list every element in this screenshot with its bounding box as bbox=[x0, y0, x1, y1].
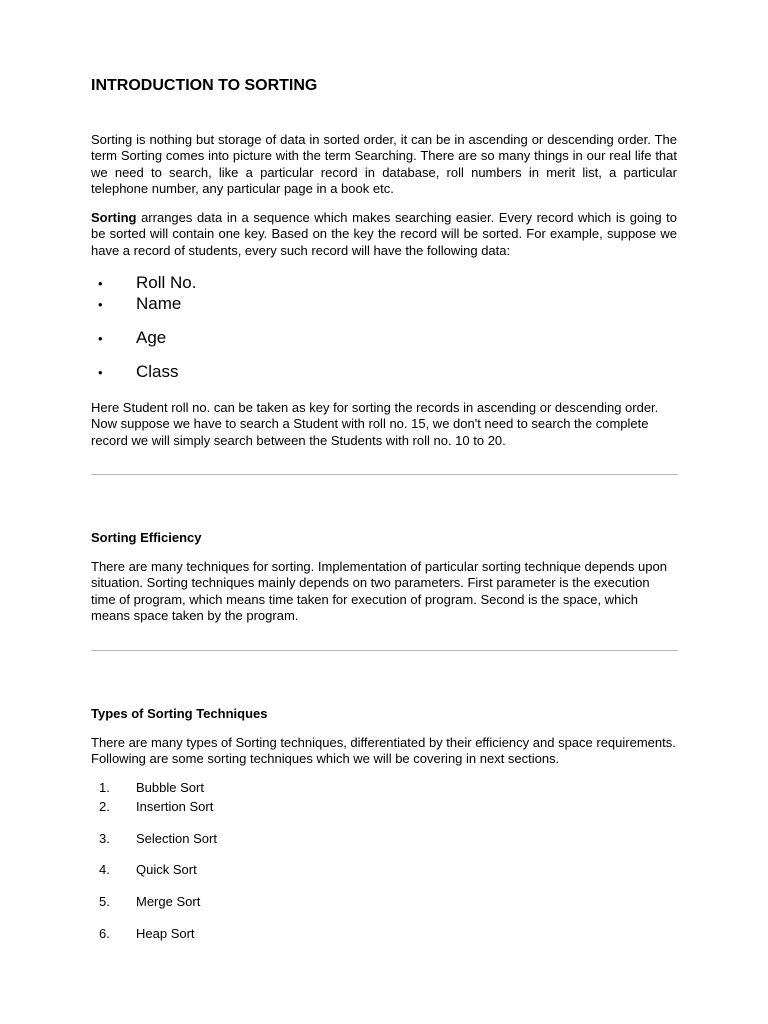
sorting-definition-text: arranges data in a sequence which makes searching easier. Every record which is going to be sorted will contain one key. Based on the key the record will be sorted. For example, suppose we have a record of students, every such record will have the following data: bbox=[91, 210, 677, 258]
bullet-icon: • bbox=[98, 297, 103, 312]
types-paragraph: There are many types of Sorting techniques, differentiated by their efficiency and space requirements. Following are some sorting techniques which we will be covering in next sections. bbox=[91, 735, 676, 767]
list-item bbox=[91, 831, 391, 847]
list-item bbox=[91, 799, 391, 815]
list-item bbox=[91, 273, 391, 293]
list-number: 5. bbox=[99, 894, 110, 909]
list-item bbox=[91, 926, 391, 942]
list-item-label: Merge Sort bbox=[136, 894, 201, 909]
sorting-term: Sorting bbox=[91, 210, 137, 225]
list-item bbox=[91, 780, 391, 796]
list-item bbox=[91, 362, 391, 382]
bullet-icon: • bbox=[98, 331, 103, 346]
list-number: 4. bbox=[99, 862, 110, 877]
list-number: 2. bbox=[99, 799, 110, 814]
list-number: 6. bbox=[99, 926, 110, 941]
section-divider bbox=[91, 474, 678, 475]
bullet-icon: • bbox=[98, 365, 103, 380]
list-number: 1. bbox=[99, 780, 110, 795]
list-item-label: Age bbox=[136, 328, 167, 347]
list-item bbox=[91, 862, 391, 878]
list-item bbox=[91, 294, 391, 314]
section-heading-efficiency: Sorting Efficiency bbox=[91, 530, 202, 545]
list-item-label: Insertion Sort bbox=[136, 799, 214, 814]
roll-number-paragraph: Here Student roll no. can be taken as key for sorting the records in ascending or descending order. Now suppose we have to search a Student with roll no. 15, we don't need to search the complete record we will simply search between the Students with roll no. 10 to 20. bbox=[91, 400, 659, 448]
list-item-label: Roll No. bbox=[136, 273, 197, 292]
intro-paragraph: Sorting is nothing but storage of data in sorted order, it can be in ascending or descending order. The term Sorting comes into picture with the term Searching. There are so many things in our real life that we need to search, like a particular record in database, roll numbers in merit list, a particular telephone number, any particular page in a book etc. bbox=[91, 132, 677, 196]
list-item-label: Name bbox=[136, 294, 182, 313]
page-title: INTRODUCTION TO SORTING bbox=[91, 77, 318, 94]
sorting-definition-paragraph bbox=[91, 210, 677, 259]
list-item-label: Heap Sort bbox=[136, 926, 195, 941]
list-item-label: Bubble Sort bbox=[136, 780, 204, 795]
list-item bbox=[91, 328, 391, 348]
list-item-label: Class bbox=[136, 362, 179, 381]
list-item-label: Selection Sort bbox=[136, 831, 217, 846]
list-item-label: Quick Sort bbox=[136, 862, 197, 877]
section-heading-types: Types of Sorting Techniques bbox=[91, 706, 268, 721]
efficiency-paragraph: There are many techniques for sorting. Implementation of particular sorting technique depends upon situation. Sorting techniques mainly depends on two parameters. First parameter is the execution time of program, which means time taken for execution of program. Second is the space, which means space taken by the program. bbox=[91, 559, 667, 623]
section-divider bbox=[91, 650, 678, 651]
list-item bbox=[91, 894, 391, 910]
bullet-icon: • bbox=[98, 276, 103, 291]
list-number: 3. bbox=[99, 831, 110, 846]
